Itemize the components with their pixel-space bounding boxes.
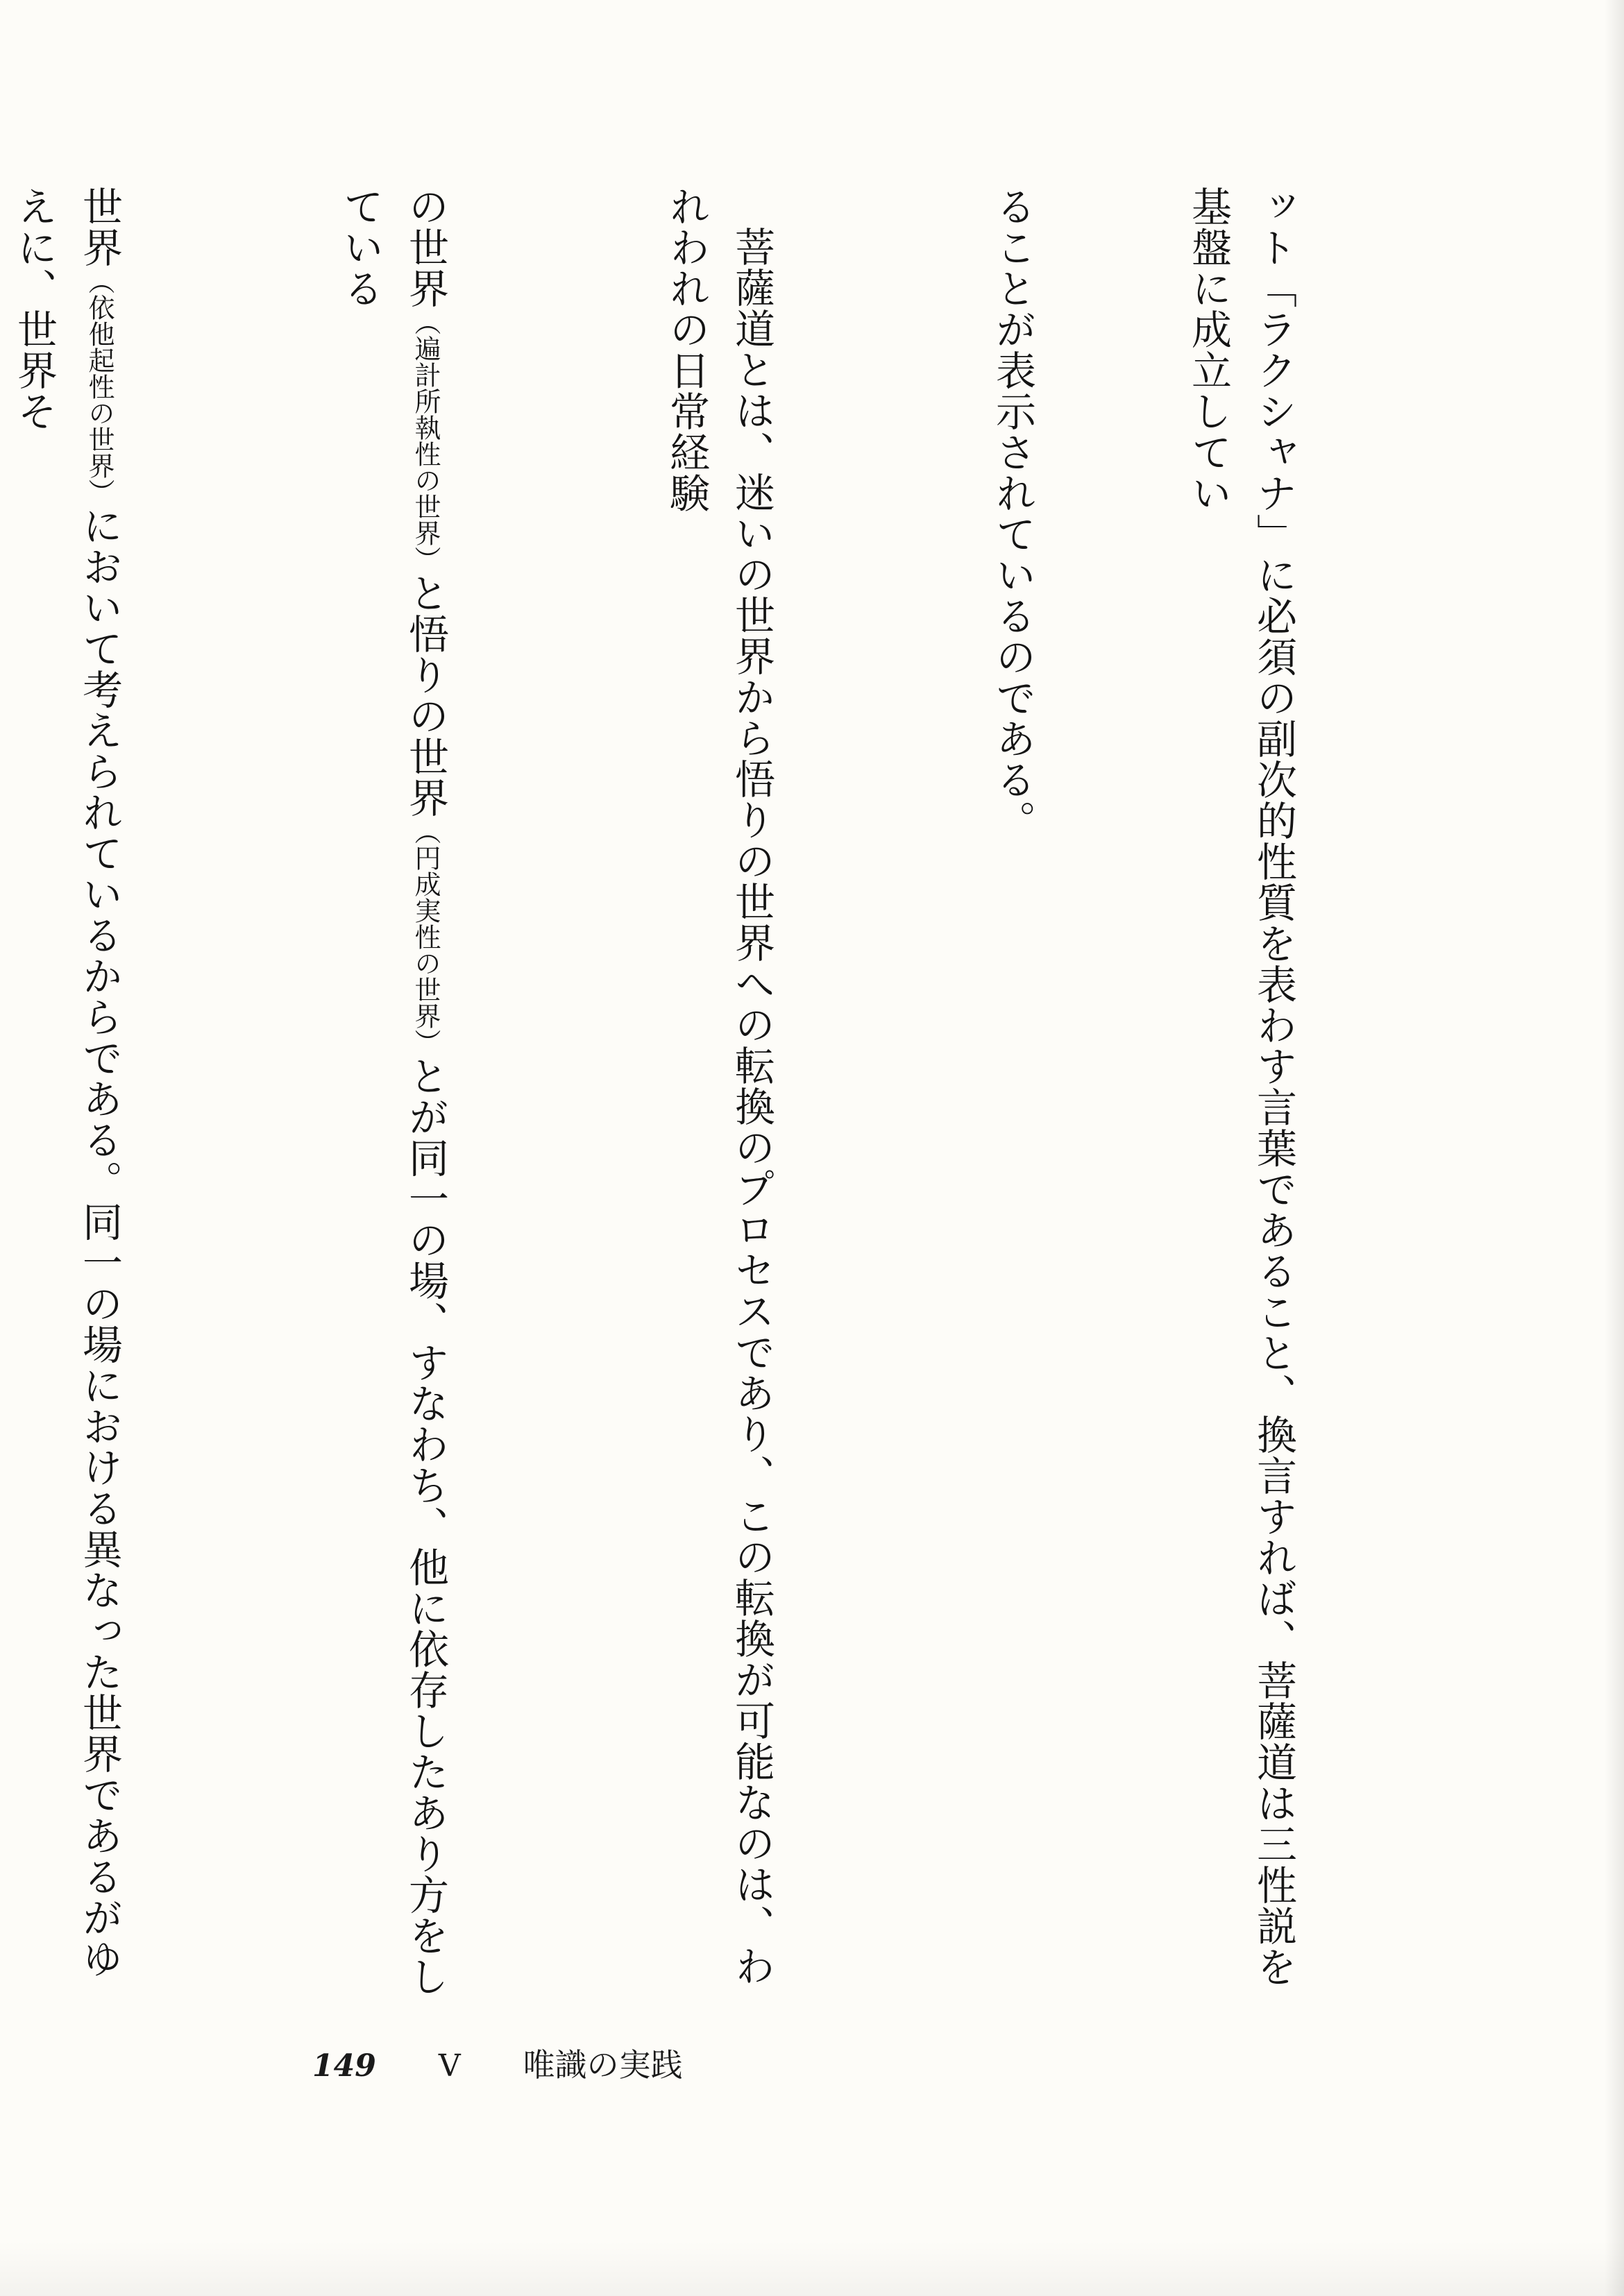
text-line-3-content: 菩薩道とは、迷いの世界から悟りの世界への転換のプロセスであり、この転換が可能なのは、われわれの日常経験	[663, 186, 775, 1987]
text-line-5-part-a: 世界	[76, 186, 123, 268]
text-line-5	[1, 186, 132, 2004]
page-number: 149	[312, 2048, 376, 2084]
text-line-5-note: （依他起性の世界）	[84, 268, 115, 505]
chapter-number: V	[438, 2048, 461, 2084]
page-footer	[312, 2040, 683, 2086]
scan-edge-shadow	[1605, 0, 1624, 2296]
scan-bottom-shadow	[0, 2240, 1624, 2296]
text-line-3	[654, 186, 784, 2004]
text-line-1	[1176, 186, 1306, 2004]
text-line-2	[980, 186, 1045, 2004]
text-line-5-part-b: において考えられているからである。同一の場における異なった世界であるがゆえに、世界そ	[10, 186, 123, 1979]
text-line-4-part-a: の世界	[402, 186, 449, 309]
text-line-4-part-c: とが同一の場、すなわち、他に依存したあり方をしている	[337, 186, 449, 1997]
chapter-title: 唯識の実践	[523, 2046, 683, 2084]
vertical-body-text	[0, 186, 1437, 2004]
text-line-4-note-2: （円成実性の世界）	[410, 818, 441, 1055]
text-line-4-part-b: と悟りの世界	[402, 572, 449, 818]
text-line-2-content: ることが表示されているのである。	[989, 186, 1036, 841]
text-line-4	[328, 186, 458, 2004]
text-line-4-note-1: （遍計所執性の世界）	[410, 309, 441, 572]
text-line-1-content: ット「ラクシャナ」に必須の副次的性質を表わす言葉であること、換言すれば、菩薩道は三性説を基盤に成立してい	[1185, 186, 1297, 1987]
